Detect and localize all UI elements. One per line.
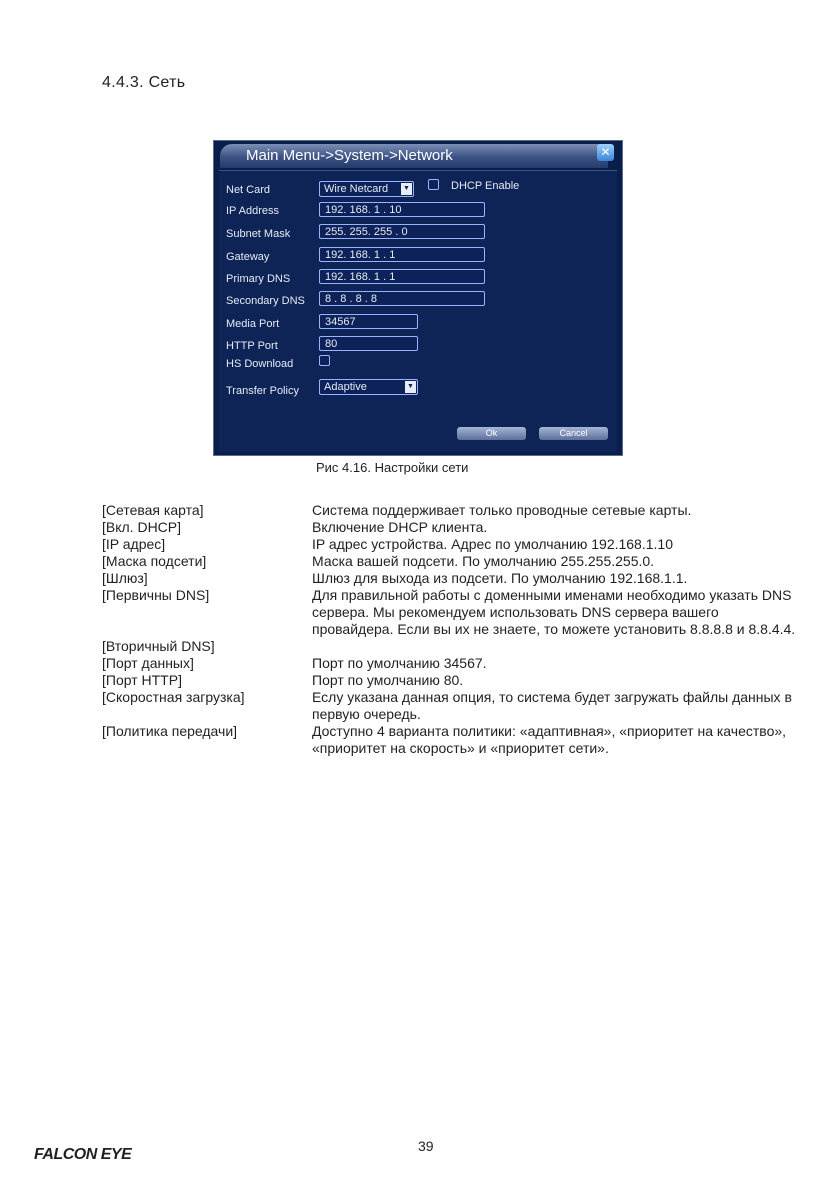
list-item [102, 672, 802, 689]
list-item [102, 655, 802, 672]
section-title: 4.4.3. Сеть [102, 74, 186, 91]
primary-dns-input[interactable]: 192. 168. 1 . 1 [319, 269, 485, 284]
term: [Первичны DNS] [102, 587, 210, 603]
figure-caption: Рис 4.16. Настройки сети [316, 460, 469, 475]
definition: Система поддерживает только проводные сетевые карты. [312, 502, 692, 518]
dhcp-label: DHCP Enable [451, 180, 520, 192]
term: [Порт HTTP] [102, 672, 182, 688]
brand-logo: FALCON EYE [34, 1146, 132, 1163]
definition: Доступно 4 варианта политики: «адаптивная», «приоритет на качество», «приоритет на скорость» и «приоритет сети». [312, 723, 787, 756]
term: [Политика передачи] [102, 723, 238, 739]
primary-dns-label: Primary DNS [226, 273, 291, 285]
hs-download-checkbox[interactable] [319, 355, 330, 366]
hs-download-label: HS Download [226, 358, 294, 370]
definition: Шлюз для выхода из подсети. По умолчанию 192.168.1.1. [312, 570, 688, 586]
list-item [102, 638, 802, 655]
list-item [102, 553, 802, 570]
term: [Шлюз] [102, 570, 148, 586]
definition: Порт по умолчанию 34567. [312, 655, 487, 671]
mask-label: Subnet Mask [226, 228, 291, 240]
definition: Для правильной работы с доменными именами необходимо указать DNS сервера. Мы рекомендуем использовать DNS сервера вашего провайдера. Если вы их не знаете, то можете установить 8.8.8.8 и 8.8.4.4. [312, 587, 796, 637]
term: [Порт данных] [102, 655, 194, 671]
list-item [102, 519, 802, 536]
cancel-button[interactable]: Cancel [539, 427, 608, 440]
dhcp-checkbox[interactable] [428, 179, 439, 190]
mask-input[interactable]: 255. 255. 255 . 0 [319, 224, 485, 239]
dialog-title-bar [220, 144, 608, 168]
dropdown-arrow-icon: ▼ [405, 381, 416, 393]
definition: Порт по умолчанию 80. [312, 672, 464, 688]
term: [IP адрес] [102, 536, 166, 552]
http-port-label: HTTP Port [226, 340, 278, 352]
list-item [102, 570, 802, 587]
secondary-dns-input[interactable]: 8 . 8 . 8 . 8 [319, 291, 485, 306]
http-port-input[interactable]: 80 [319, 336, 418, 351]
ip-label: IP Address [226, 205, 279, 217]
definition [312, 638, 802, 655]
ip-input[interactable]: 192. 168. 1 . 10 [319, 202, 485, 217]
secondary-dns-label: Secondary DNS [226, 295, 305, 307]
term: [Сетевая карта] [102, 502, 204, 518]
list-item [102, 587, 802, 638]
transfer-policy-value: Adaptive [324, 381, 367, 393]
term: [Вкл. DHCP] [102, 519, 182, 535]
ok-button[interactable]: Ok [457, 427, 526, 440]
definition: Включение DHCP клиента. [312, 519, 488, 535]
transfer-policy-select[interactable] [319, 379, 418, 395]
term: [Вторичный DNS] [102, 638, 215, 654]
list-item [102, 689, 802, 723]
net-card-label: Net Card [226, 184, 271, 196]
dropdown-arrow-icon: ▼ [401, 183, 412, 195]
media-port-input[interactable]: 34567 [319, 314, 418, 329]
term: [Маска подсети] [102, 553, 207, 569]
description-list [102, 502, 802, 757]
list-item [102, 536, 802, 553]
page-number: 39 [418, 1138, 434, 1154]
media-port-label: Media Port [226, 318, 280, 330]
term: [Скоростная загрузка] [102, 689, 245, 705]
list-item [102, 723, 802, 757]
close-icon[interactable]: ✕ [597, 144, 614, 161]
network-settings-screenshot [213, 140, 623, 456]
transfer-policy-label: Transfer Policy [226, 385, 299, 397]
definition: Маска вашей подсети. По умолчанию 255.255.255.0. [312, 553, 655, 569]
net-card-select[interactable] [319, 181, 414, 197]
list-item [102, 502, 802, 519]
definition: Еслу указана данная опция, то система будет загружать файлы данных в первую очередь. [312, 689, 792, 722]
definition: IP адрес устройства. Адрес по умолчанию 192.168.1.10 [312, 536, 673, 552]
gateway-input[interactable]: 192. 168. 1 . 1 [319, 247, 485, 262]
dialog-title: Main Menu->System->Network [246, 147, 453, 164]
gateway-label: Gateway [226, 251, 270, 263]
net-card-value: Wire Netcard [324, 183, 389, 195]
